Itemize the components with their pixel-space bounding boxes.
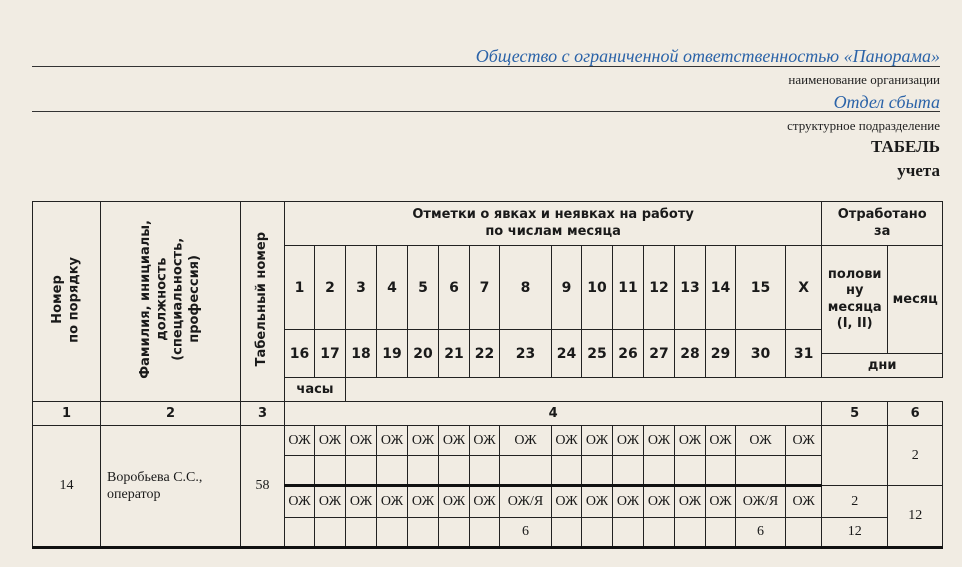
day-cell: 13 (675, 246, 706, 330)
hours-cell: 6 (500, 518, 552, 548)
day-cell: 21 (439, 330, 470, 378)
mark-cell: ОЖ (706, 486, 736, 518)
document-title: ТАБЕЛЬ (870, 137, 940, 156)
organization-name: Общество с ограниченной ответственностью «Панорама» (475, 46, 940, 66)
column-number: 6 (888, 402, 943, 426)
header-worked: Отработано за (822, 202, 943, 246)
mark-cell: ОЖ (408, 486, 439, 518)
mark-cell: ОЖ (786, 426, 822, 456)
mark-cell: ОЖ (470, 426, 500, 456)
organization-caption: наименование организации (788, 72, 940, 87)
header-half-month: полови ну месяца (I, II) (822, 246, 888, 354)
day-cell: 1 (285, 246, 315, 330)
mark-empty (439, 456, 470, 486)
hours-cell (377, 518, 408, 548)
mark-empty (500, 456, 552, 486)
mark-empty (315, 456, 346, 486)
header-seq: Номер по порядку (33, 202, 101, 402)
header-tab-number: Табельный номер (241, 202, 285, 402)
day-cell: 15 (736, 246, 786, 330)
mark-cell: ОЖ (582, 486, 613, 518)
hours-cell (439, 518, 470, 548)
day-cell: 8 (500, 246, 552, 330)
half-month-hours: 12 (822, 518, 888, 548)
day-cell: 3 (346, 246, 377, 330)
department-name: Отдел сбыта (833, 92, 940, 112)
mark-cell: ОЖ (552, 486, 582, 518)
timesheet-table (32, 201, 943, 549)
day-cell: 9 (552, 246, 582, 330)
header-marks: Отметки о явках и неявках на работу по числам месяца (285, 202, 822, 246)
mark-empty (346, 456, 377, 486)
mark-cell: ОЖ (644, 426, 675, 456)
month-hours: 12 (888, 486, 943, 548)
mark-cell: ОЖ (315, 486, 346, 518)
row-seq: 14 (33, 426, 101, 548)
hours-cell (552, 518, 582, 548)
hours-cell (644, 518, 675, 548)
organization-underline (32, 66, 940, 67)
hours-cell (285, 518, 315, 548)
department-caption: структурное подразделение (787, 118, 940, 133)
mark-empty (377, 456, 408, 486)
header-name: Фамилия, инициалы, должность (специальность, профессия) (101, 202, 241, 402)
column-number: 1 (33, 402, 101, 426)
day-cell: 16 (285, 330, 315, 378)
mark-empty (706, 456, 736, 486)
mark-empty (285, 456, 315, 486)
row-employee-name: Воробьева С.С., оператор (101, 426, 241, 548)
half-month-first (822, 426, 888, 486)
mark-cell: ОЖ (408, 426, 439, 456)
mark-cell: ОЖ (582, 426, 613, 456)
day-cell: 30 (736, 330, 786, 378)
mark-cell: ОЖ (285, 486, 315, 518)
hours-cell (582, 518, 613, 548)
department-underline (32, 111, 940, 112)
mark-cell: ОЖ (675, 426, 706, 456)
day-cell: 10 (582, 246, 613, 330)
mark-empty (408, 456, 439, 486)
mark-cell: ОЖ (439, 486, 470, 518)
mark-cell: ОЖ (644, 486, 675, 518)
day-cell: 27 (644, 330, 675, 378)
mark-empty (582, 456, 613, 486)
mark-empty (613, 456, 644, 486)
mark-empty (675, 456, 706, 486)
mark-cell: ОЖ (285, 426, 315, 456)
hours-cell (786, 518, 822, 548)
row-tab-number: 58 (241, 426, 285, 548)
day-cell: 7 (470, 246, 500, 330)
mark-cell: ОЖ (552, 426, 582, 456)
day-cell: 14 (706, 246, 736, 330)
day-cell: 23 (500, 330, 552, 378)
mark-cell: ОЖ (786, 486, 822, 518)
mark-cell: ОЖ (470, 486, 500, 518)
day-cell: 26 (613, 330, 644, 378)
day-cell: 6 (439, 246, 470, 330)
mark-cell: ОЖ (377, 486, 408, 518)
hours-cell (706, 518, 736, 548)
mark-cell: ОЖ (500, 426, 552, 456)
mark-empty (470, 456, 500, 486)
document-subtitle: учета (897, 161, 940, 180)
hours-cell (470, 518, 500, 548)
day-cell: 31 (786, 330, 822, 378)
day-cell: 5 (408, 246, 439, 330)
mark-cell: ОЖ (377, 426, 408, 456)
mark-cell: ОЖ (315, 426, 346, 456)
mark-cell: ОЖ/Я (736, 486, 786, 518)
unit-days: дни (822, 354, 943, 378)
day-cell: 18 (346, 330, 377, 378)
column-number: 5 (822, 402, 888, 426)
month-days: 2 (888, 426, 943, 486)
day-cell: 29 (706, 330, 736, 378)
day-cell: 2 (315, 246, 346, 330)
mark-cell: ОЖ (613, 426, 644, 456)
day-cell: 22 (470, 330, 500, 378)
day-cell: 28 (675, 330, 706, 378)
mark-cell: ОЖ (346, 486, 377, 518)
day-cell: 24 (552, 330, 582, 378)
day-cell: 11 (613, 246, 644, 330)
mark-cell: ОЖ (706, 426, 736, 456)
half-month-days: 2 (822, 486, 888, 518)
day-cell: 25 (582, 330, 613, 378)
mark-cell: ОЖ (736, 426, 786, 456)
day-cell: 12 (644, 246, 675, 330)
unit-hours: часы (285, 378, 346, 402)
hours-cell (675, 518, 706, 548)
mark-empty (786, 456, 822, 486)
day-cell: 4 (377, 246, 408, 330)
mark-cell: ОЖ (346, 426, 377, 456)
header-month: месяц (888, 246, 943, 354)
hours-cell (315, 518, 346, 548)
column-number: 2 (101, 402, 241, 426)
hours-cell (346, 518, 377, 548)
mark-cell: ОЖ/Я (500, 486, 552, 518)
hours-cell (408, 518, 439, 548)
day-cell: 19 (377, 330, 408, 378)
mark-cell: ОЖ (613, 486, 644, 518)
mark-cell: ОЖ (439, 426, 470, 456)
day-cell: 17 (315, 330, 346, 378)
mark-empty (552, 456, 582, 486)
column-number: 3 (241, 402, 285, 426)
column-number: 4 (285, 402, 822, 426)
mark-empty (736, 456, 786, 486)
mark-cell: ОЖ (675, 486, 706, 518)
day-cell: 20 (408, 330, 439, 378)
hours-cell (613, 518, 644, 548)
hours-cell: 6 (736, 518, 786, 548)
mark-empty (644, 456, 675, 486)
day-cell: Х (786, 246, 822, 330)
